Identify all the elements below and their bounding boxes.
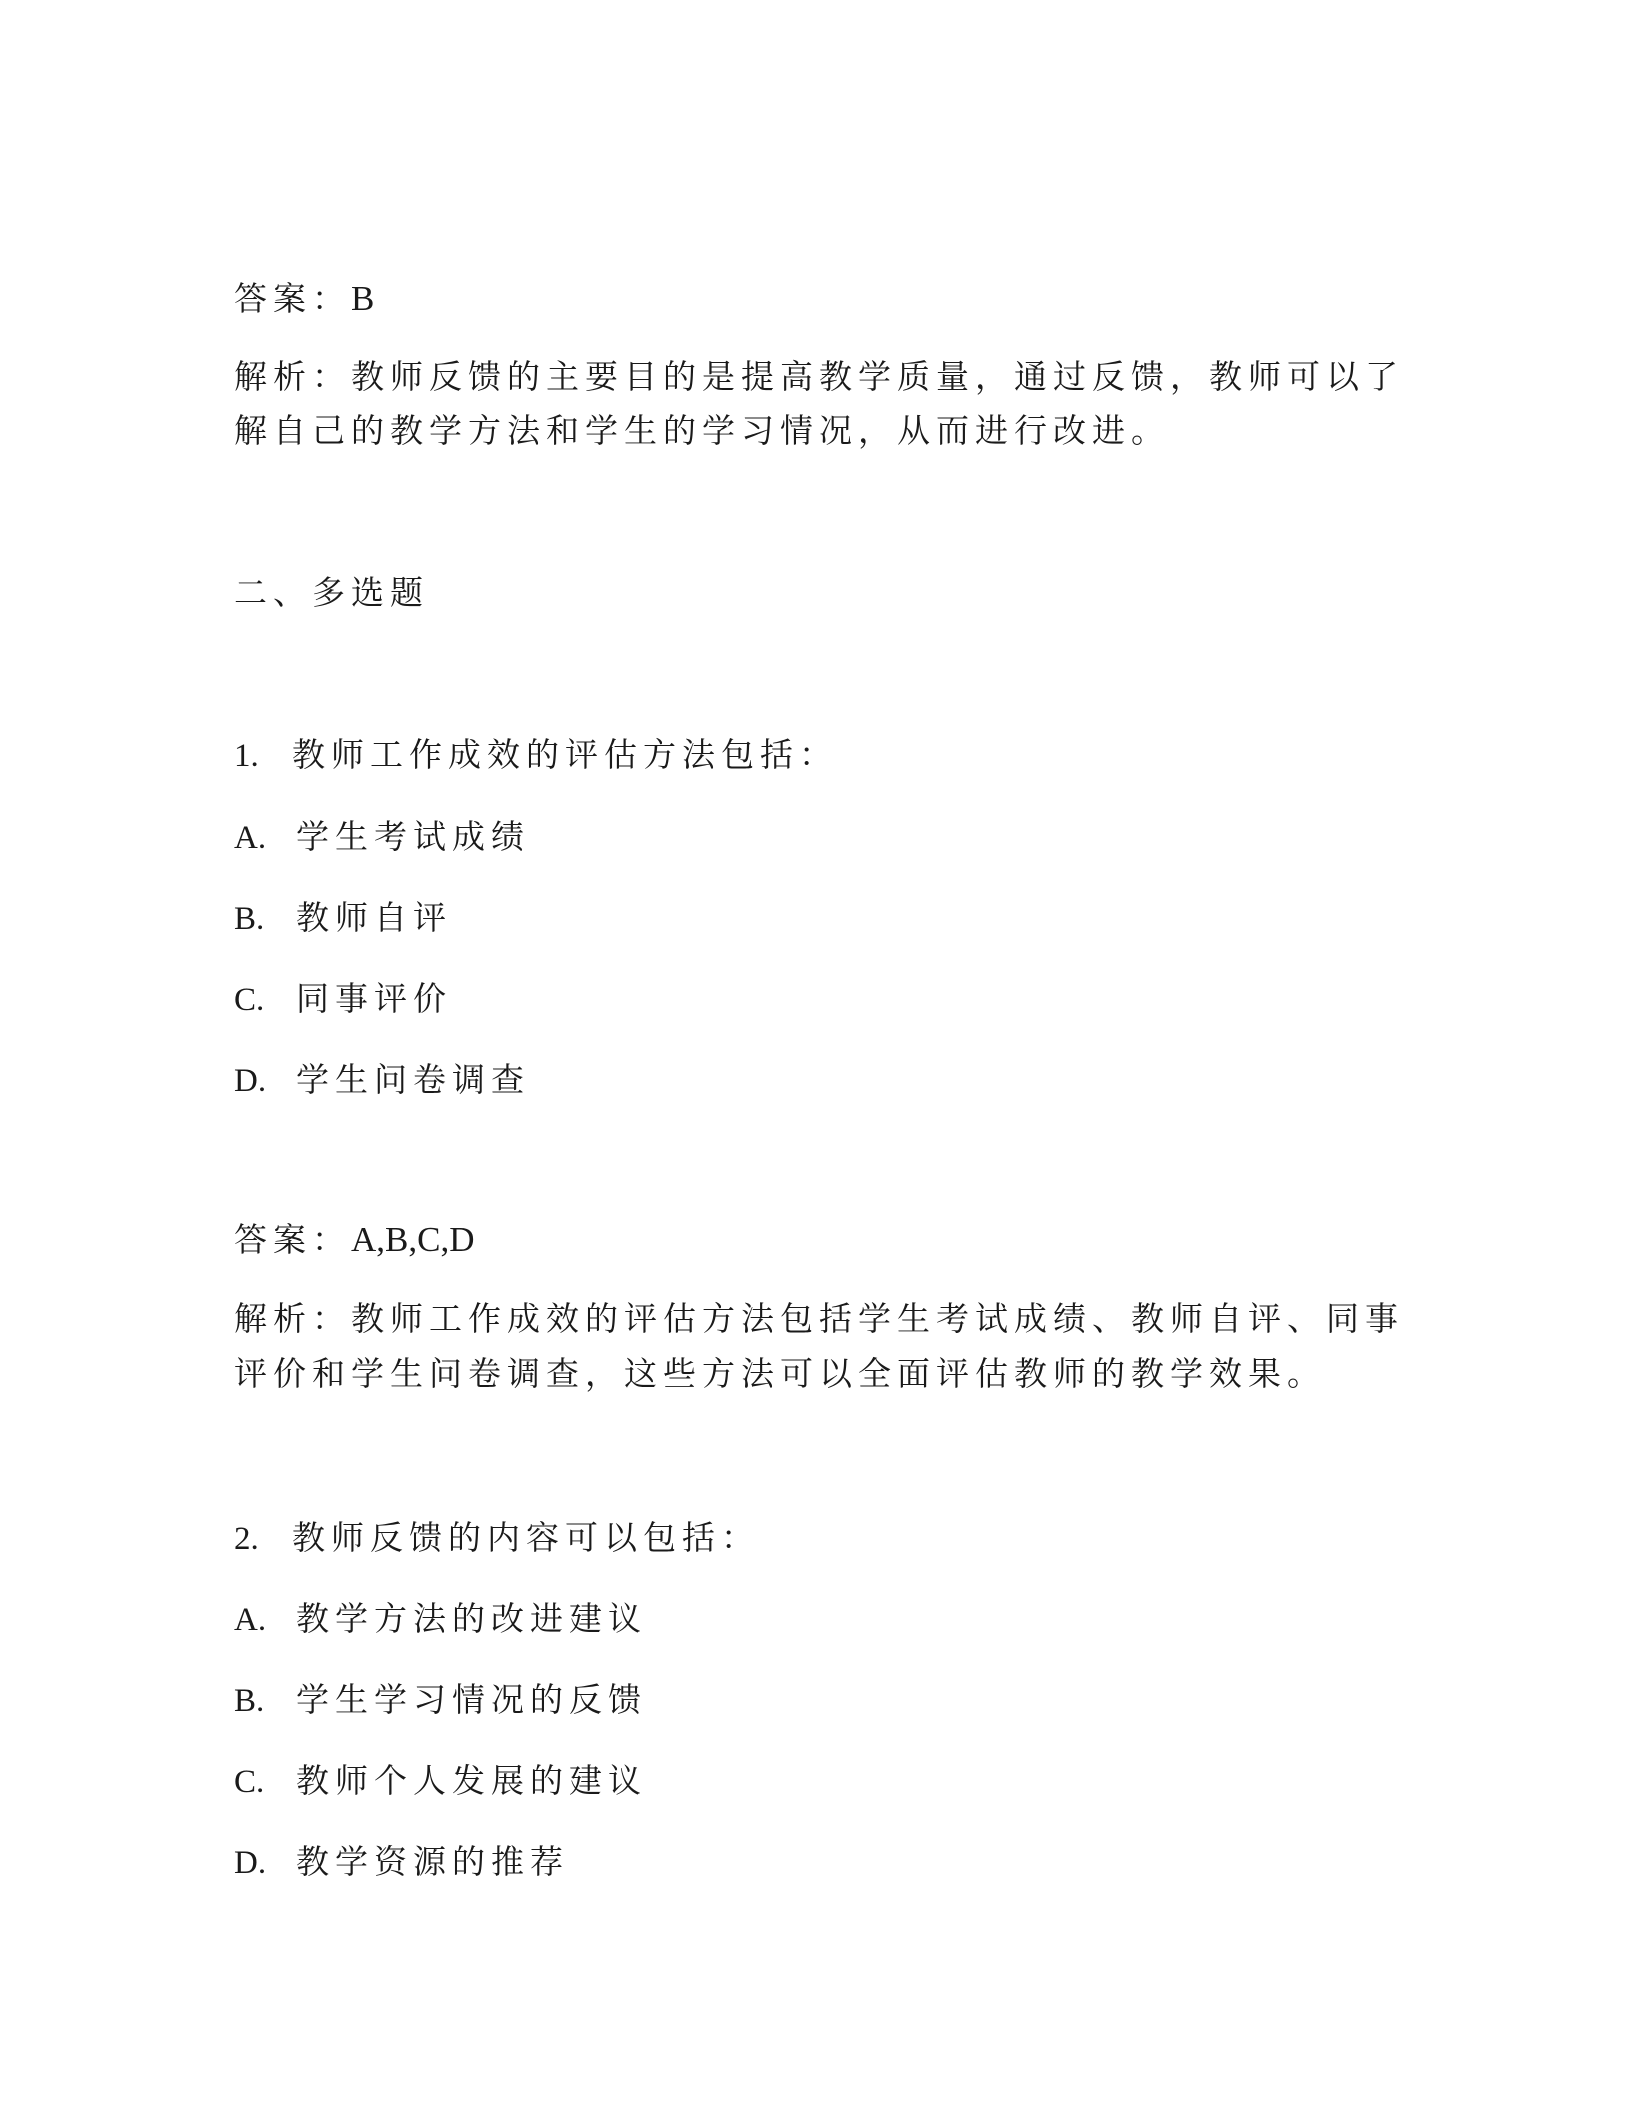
- option-text: 教学方法的改进建议: [296, 1599, 647, 1638]
- analysis-line: 解自己的教学方法和学生的学习情况，从而进行改进。: [234, 411, 1170, 450]
- option-a: [234, 1598, 647, 1641]
- question-text: 教师工作成效的评估方法包括：: [292, 735, 838, 774]
- question-stem: [234, 734, 838, 777]
- option-letter: B.: [234, 1683, 265, 1719]
- option-text: 学生问卷调查: [296, 1060, 530, 1099]
- section-title: 二、多选题: [234, 573, 429, 612]
- analysis-line: 解析：教师工作成效的评估方法包括学生考试成绩、教师自评、同事: [234, 1299, 1404, 1338]
- answer-value: B: [351, 279, 375, 318]
- option-d: [234, 1841, 569, 1884]
- question-stem: [234, 1517, 760, 1560]
- option-c: [234, 978, 452, 1021]
- question-number: 1.: [234, 738, 259, 774]
- answer-line: [234, 1219, 475, 1261]
- option-text: 教学资源的推荐: [296, 1842, 569, 1881]
- option-text: 同事评价: [296, 979, 452, 1018]
- question-text: 教师反馈的内容可以包括：: [292, 1518, 760, 1557]
- option-letter: A.: [234, 820, 267, 856]
- option-letter: D.: [234, 1845, 267, 1881]
- option-c: [234, 1760, 647, 1803]
- option-letter: C.: [234, 1764, 265, 1800]
- option-a: [234, 816, 530, 859]
- answer-line: [234, 278, 374, 320]
- answer-value: A,B,C,D: [351, 1220, 475, 1259]
- option-b: [234, 1679, 647, 1722]
- option-text: 学生学习情况的反馈: [296, 1680, 647, 1719]
- analysis-line: 解析：教师反馈的主要目的是提高教学质量，通过反馈，教师可以了: [234, 357, 1404, 396]
- option-letter: C.: [234, 982, 265, 1018]
- option-letter: A.: [234, 1602, 267, 1638]
- option-d: [234, 1059, 530, 1102]
- answer-label: 答案：: [234, 1220, 351, 1259]
- option-letter: D.: [234, 1063, 267, 1099]
- analysis-line: 评价和学生问卷调查，这些方法可以全面评估教师的教学效果。: [234, 1354, 1326, 1393]
- option-b: [234, 897, 452, 940]
- option-text: 教师自评: [296, 898, 452, 937]
- answer-label: 答案：: [234, 279, 351, 318]
- option-text: 教师个人发展的建议: [296, 1761, 647, 1800]
- option-letter: B.: [234, 901, 265, 937]
- option-text: 学生考试成绩: [296, 817, 530, 856]
- question-number: 2.: [234, 1521, 259, 1557]
